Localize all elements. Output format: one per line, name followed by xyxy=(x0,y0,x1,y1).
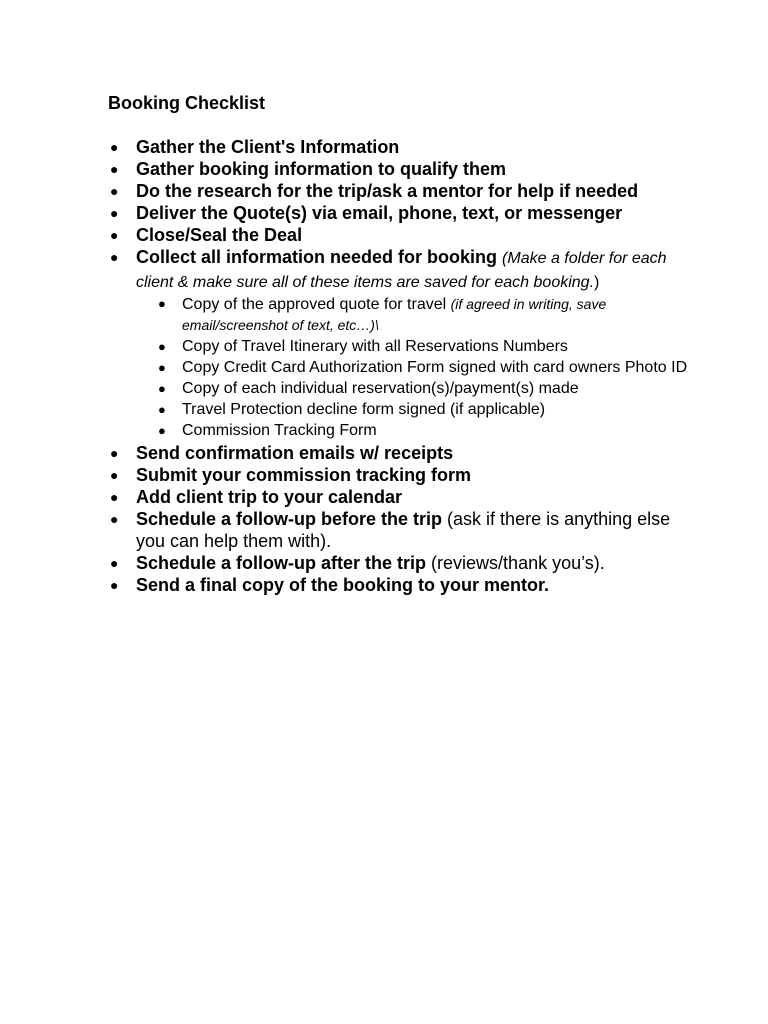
bullet-icon: ● xyxy=(110,139,119,155)
bullet-icon: ● xyxy=(158,381,166,396)
sub-item-text: Copy of each individual reservation(s)/payment(s) made xyxy=(182,380,579,397)
item-note: (Make a folder for each client & make sure all of these items are saved for each booking. xyxy=(136,250,667,291)
list-item xyxy=(108,224,688,246)
item-text: Schedule a follow-up before the trip xyxy=(136,509,443,529)
list-item xyxy=(108,508,688,552)
sub-list-item xyxy=(158,337,688,357)
item-text: Close/Seal the Deal xyxy=(136,225,303,245)
bullet-icon: ● xyxy=(110,183,119,199)
item-note-close: ) xyxy=(594,274,600,291)
sub-list-item xyxy=(158,358,688,378)
list-item xyxy=(108,464,688,486)
bullet-icon: ● xyxy=(158,360,166,375)
bullet-icon: ● xyxy=(110,577,119,593)
page-title: Booking Checklist xyxy=(108,93,266,113)
bullet-icon: ● xyxy=(158,339,166,354)
bullet-icon: ● xyxy=(110,511,119,527)
item-text: Do the research for the trip/ask a mentor for help if needed xyxy=(136,181,639,201)
bullet-icon: ● xyxy=(110,467,119,483)
sub-item-text: Copy of Travel Itinerary with all Reservations Numbers xyxy=(182,338,568,355)
item-text: Gather booking information to qualify them xyxy=(136,159,507,179)
list-item xyxy=(108,574,688,596)
list-item xyxy=(108,202,688,224)
list-item xyxy=(108,158,688,180)
sub-item-text: Copy Credit Card Authorization Form signed with card owners Photo ID xyxy=(182,359,688,376)
item-text: Schedule a follow-up after the trip xyxy=(136,553,427,573)
sub-item-text: Travel Protection decline form signed (if applicable) xyxy=(182,401,546,418)
sub-item-note: (if agreed in writing, save email/screenshot of text, etc…)\ xyxy=(182,296,607,333)
checklist xyxy=(108,136,688,596)
bullet-icon: ● xyxy=(110,555,119,571)
sub-item-text: Copy of the approved quote for travel xyxy=(182,296,447,313)
item-text: Gather the Client's Information xyxy=(136,137,400,157)
item-text: Add client trip to your calendar xyxy=(136,487,403,507)
list-item xyxy=(108,180,688,202)
sub-list-item xyxy=(158,294,688,336)
sub-list-item xyxy=(158,400,688,420)
list-item xyxy=(108,552,688,574)
bullet-icon: ● xyxy=(110,227,119,243)
item-text: Deliver the Quote(s) via email, phone, text, or messenger xyxy=(136,203,623,223)
item-text: Collect all information needed for booking xyxy=(136,247,498,267)
item-note: (ask if there is anything else you can help them with). xyxy=(136,509,671,551)
item-note: (reviews/thank you’s). xyxy=(431,553,605,573)
bullet-icon: ● xyxy=(110,445,119,461)
bullet-icon: ● xyxy=(110,249,119,265)
bullet-icon: ● xyxy=(110,489,119,505)
item-text: Send confirmation emails w/ receipts xyxy=(136,443,454,463)
bullet-icon: ● xyxy=(158,423,166,438)
sub-list-item xyxy=(158,421,688,441)
list-item xyxy=(108,442,688,464)
sub-checklist xyxy=(136,294,688,441)
bullet-icon: ● xyxy=(110,161,119,177)
sub-item-text: Commission Tracking Form xyxy=(182,422,377,439)
bullet-icon: ● xyxy=(110,205,119,221)
item-text: Send a final copy of the booking to your mentor. xyxy=(136,575,550,595)
bullet-icon: ● xyxy=(158,296,166,311)
list-item xyxy=(108,136,688,158)
sub-list-item xyxy=(158,379,688,399)
list-item xyxy=(108,486,688,508)
list-item xyxy=(108,246,688,441)
item-text: Submit your commission tracking form xyxy=(136,465,472,485)
bullet-icon: ● xyxy=(158,402,166,417)
